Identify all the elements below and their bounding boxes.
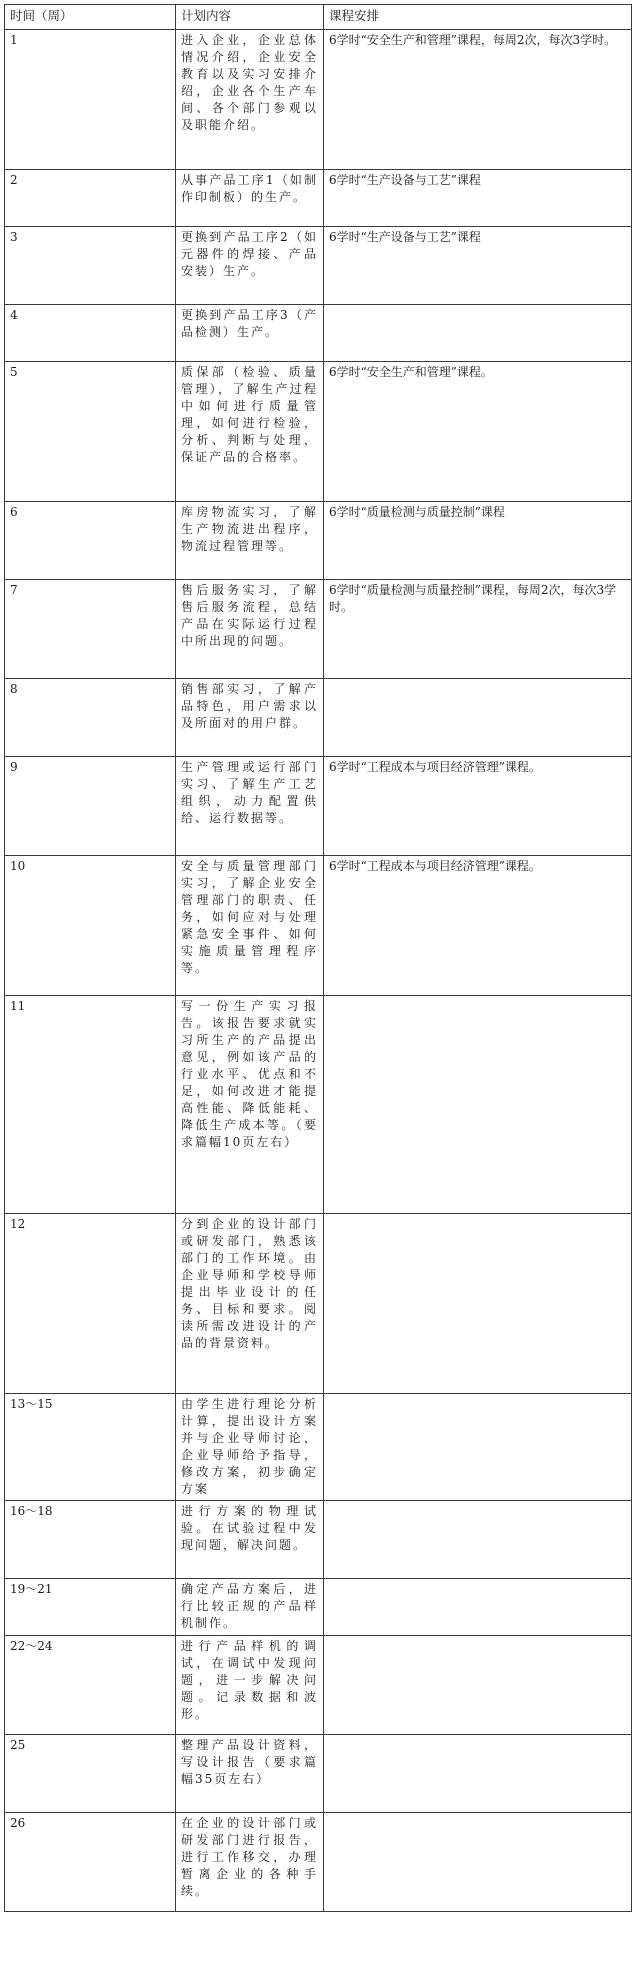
table-row [5,30,632,170]
table-row [5,1579,632,1636]
schedule-sheet [4,4,632,1912]
plan-cell: 安全与质量管理部门实习，了解企业安全管理部门的职责、任务，如何应对与处理紧急安全事件、如何实施质量管理程序等。 [176,856,324,996]
week-cell: 7 [5,580,176,679]
table-row [5,305,632,362]
course-cell [324,996,632,1214]
plan-cell: 整理产品设计资料，写设计报告（要求篇幅35页左右） [176,1735,324,1813]
week-cell: 4 [5,305,176,362]
table-row [5,996,632,1214]
week-cell: 1 [5,30,176,170]
header-plan: 计划内容 [176,5,324,30]
week-cell: 16～18 [5,1501,176,1579]
week-cell: 6 [5,502,176,580]
course-cell [324,1214,632,1394]
week-cell: 19～21 [5,1579,176,1636]
plan-cell: 在企业的设计部门或研发部门进行报告，进行工作移交，办理暂离企业的各种手续。 [176,1813,324,1912]
course-cell [324,1579,632,1636]
week-cell: 11 [5,996,176,1214]
plan-cell: 确定产品方案后，进行比较正规的产品样机制作。 [176,1579,324,1636]
plan-cell: 写一份生产实习报告。该报告要求就实习所生产的产品提出意见，例如该产品的行业水平、优点和不足，如何改进才能提高性能、降低能耗、降低生产成本等。（要求篇幅10页左右） [176,996,324,1214]
course-cell: 6学时“工程成本与项目经济管理”课程。 [324,856,632,996]
week-cell: 13～15 [5,1394,176,1501]
plan-cell: 销售部实习，了解产品特色，用户需求以及所面对的用户群。 [176,679,324,757]
schedule-table [4,4,632,1912]
course-cell [324,1735,632,1813]
course-cell: 6学时“工程成本与项目经济管理”课程。 [324,757,632,856]
table-row [5,1501,632,1579]
plan-cell: 更换到产品工序2（如元器件的焊接、产品安装）生产。 [176,227,324,305]
header-row [5,5,632,30]
table-row [5,362,632,502]
table-row [5,1735,632,1813]
course-cell: 6学时“安全生产和管理”课程。 [324,362,632,502]
header-course: 课程安排 [324,5,632,30]
course-cell: 6学时“安全生产和管理”课程，每周2次，每次3学时。 [324,30,632,170]
table-row [5,757,632,856]
table-row [5,679,632,757]
week-cell: 10 [5,856,176,996]
week-cell: 3 [5,227,176,305]
table-row [5,170,632,227]
table-row [5,1636,632,1735]
table-row [5,1214,632,1394]
table-row [5,227,632,305]
week-cell: 2 [5,170,176,227]
table-row [5,580,632,679]
course-cell [324,679,632,757]
course-cell [324,1636,632,1735]
plan-cell: 生产管理或运行部门实习、了解生产工艺组织，动力配置供给、运行数据等。 [176,757,324,856]
week-cell: 5 [5,362,176,502]
week-cell: 26 [5,1813,176,1912]
plan-cell: 进行方案的物理试验。在试验过程中发现问题，解决问题。 [176,1501,324,1579]
course-cell: 6学时“质量检测与质量控制”课程，每周2次，每次3学时。 [324,580,632,679]
course-cell [324,305,632,362]
plan-cell: 更换到产品工序3（产品检测）生产。 [176,305,324,362]
week-cell: 25 [5,1735,176,1813]
plan-cell: 从事产品工序1（如制作印制板）的生产。 [176,170,324,227]
course-cell [324,1813,632,1912]
plan-cell: 由学生进行理论分析计算，提出设计方案并与企业导师讨论，企业导师给予指导，修改方案，初步确定方案 [176,1394,324,1501]
table-row [5,1394,632,1501]
week-cell: 8 [5,679,176,757]
plan-cell: 库房物流实习，了解生产物流进出程序，物流过程管理等。 [176,502,324,580]
plan-cell: 质保部（检验、质量管理），了解生产过程中如何进行质量管理，如何进行检验，分析、判断与处理，保证产品的合格率。 [176,362,324,502]
plan-cell: 分到企业的设计部门或研发部门，熟悉该部门的工作环境。由企业导师和学校导师提出毕业设计的任务、目标和要求。阅读所需改进设计的产品的背景资料。 [176,1214,324,1394]
table-row [5,502,632,580]
table-row [5,1813,632,1912]
course-cell: 6学时“质量检测与质量控制”课程 [324,502,632,580]
course-cell [324,1394,632,1501]
header-week: 时间（周） [5,5,176,30]
course-cell [324,1501,632,1579]
course-cell: 6学时“生产设备与工艺”课程 [324,170,632,227]
plan-cell: 进入企业，企业总体情况介绍，企业安全教育以及实习安排介绍，企业各个生产车间、各个部门参观以及职能介绍。 [176,30,324,170]
plan-cell: 售后服务实习，了解售后服务流程，总结产品在实际运行过程中所出现的问题。 [176,580,324,679]
week-cell: 12 [5,1214,176,1394]
course-cell: 6学时“生产设备与工艺”课程 [324,227,632,305]
week-cell: 9 [5,757,176,856]
week-cell: 22～24 [5,1636,176,1735]
table-row [5,856,632,996]
plan-cell: 进行产品样机的调试，在调试中发现问题，进一步解决问题。记录数据和波形。 [176,1636,324,1735]
